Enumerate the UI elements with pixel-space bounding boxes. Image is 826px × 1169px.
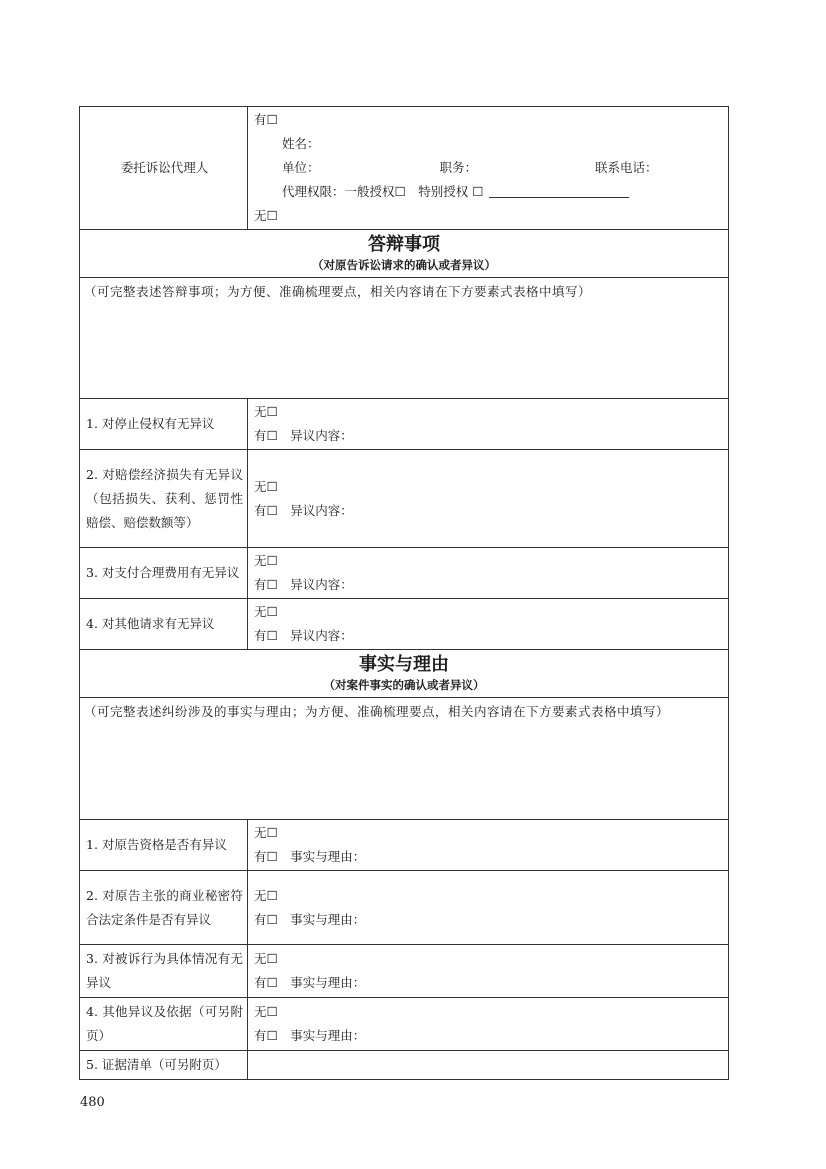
evidence-field[interactable] [248, 1051, 729, 1080]
defense-row-3-has-checkbox[interactable]: 有☐ 异议内容： [254, 577, 353, 592]
facts-subtitle: （对案件事实的确认或者异议） [323, 678, 485, 692]
agent-authority-line [254, 180, 722, 204]
defense-row-2-has-checkbox[interactable]: 有☐ 异议内容： [254, 502, 353, 518]
defense-row-4 [80, 599, 729, 650]
facts-row-1-has-checkbox[interactable]: 有☐ 事实与理由： [254, 849, 366, 864]
defense-row-3 [80, 548, 729, 599]
facts-row-2-options [248, 871, 729, 945]
evidence-row [80, 1051, 729, 1080]
facts-header [80, 650, 729, 698]
page-number: 480 [80, 1095, 105, 1110]
defense-header [80, 230, 729, 278]
defense-row-2-label: 2. 对赔偿经济损失有无异议（包括损失、获利、惩罚性赔偿、赔偿数额等） [80, 450, 248, 548]
facts-hint-row [80, 698, 729, 820]
facts-row-4-label: 4. 其他异议及依据（可另附页） [80, 998, 248, 1051]
facts-row-2 [80, 871, 729, 945]
agent-phone-field[interactable]: 联系电话： [595, 160, 658, 175]
defense-row-2-none-checkbox[interactable]: 无☐ [254, 478, 278, 494]
authority-special-checkbox[interactable]: 特别授权 ☐ [418, 184, 484, 199]
facts-row-3 [80, 945, 729, 998]
agent-name-field[interactable]: 姓名： [282, 136, 320, 151]
agent-label: 委托诉讼代理人 [80, 107, 248, 230]
defense-row-1-label: 1. 对停止侵权有无异议 [80, 399, 248, 450]
defense-row-4-label: 4. 对其他请求有无异议 [80, 599, 248, 650]
facts-row-1-options [248, 820, 729, 871]
facts-row-4-none-checkbox[interactable]: 无☐ [254, 1004, 278, 1019]
agent-unit-line [254, 156, 722, 180]
defense-row-1 [80, 399, 729, 450]
defense-header-row [80, 230, 729, 278]
authority-general-checkbox[interactable]: 代理权限：一般授权☐ [282, 184, 406, 199]
facts-hint[interactable]: （可完整表述纠纷涉及的事实与理由；为方便、准确梳理要点，相关内容请在下方要素式表格中填写） [80, 698, 729, 820]
defense-row-4-has-checkbox[interactable]: 有☐ 异议内容： [254, 628, 353, 643]
facts-row-1 [80, 820, 729, 871]
defense-row-4-options [248, 599, 729, 650]
defense-row-1-none-checkbox[interactable]: 无☐ [254, 404, 278, 419]
facts-row-3-has-checkbox[interactable]: 有☐ 事实与理由： [254, 975, 366, 990]
facts-row-1-none-checkbox[interactable]: 无☐ [254, 825, 278, 840]
agent-has-checkbox[interactable]: 有☐ [254, 112, 278, 127]
defense-row-4-none-checkbox[interactable]: 无☐ [254, 604, 278, 619]
defense-row-3-label: 3. 对支付合理费用有无异议 [80, 548, 248, 599]
defense-row-3-options [248, 548, 729, 599]
defense-row-2 [80, 450, 729, 548]
agent-row [80, 107, 729, 230]
defense-form-table [79, 106, 729, 1080]
defense-row-2-options [248, 450, 729, 548]
facts-row-4-has-checkbox[interactable]: 有☐ 事实与理由： [254, 1028, 366, 1043]
agent-none-checkbox[interactable]: 无☐ [254, 208, 278, 223]
facts-row-3-options [248, 945, 729, 998]
defense-hint-row [80, 278, 729, 399]
facts-header-row [80, 650, 729, 698]
defense-row-3-none-checkbox[interactable]: 无☐ [254, 553, 278, 568]
facts-row-4-options [248, 998, 729, 1051]
facts-title: 事实与理由 [359, 654, 449, 675]
agent-unit-field[interactable]: 单位： [282, 160, 320, 175]
defense-subtitle: （对原告诉讼请求的确认或者异议） [312, 258, 496, 272]
defense-title: 答辩事项 [368, 234, 440, 255]
facts-row-2-has-checkbox[interactable]: 有☐ 事实与理由： [254, 911, 366, 927]
facts-row-3-label: 3. 对被诉行为具体情况有无异议 [80, 945, 248, 998]
defense-hint[interactable]: （可完整表述答辩事项；为方便、准确梳理要点，相关内容请在下方要素式表格中填写） [80, 278, 729, 399]
defense-row-1-has-checkbox[interactable]: 有☐ 异议内容： [254, 428, 353, 443]
facts-row-2-none-checkbox[interactable]: 无☐ [254, 887, 278, 903]
authority-blank-line[interactable] [489, 183, 629, 198]
agent-details [248, 107, 729, 230]
facts-row-1-label: 1. 对原告资格是否有异议 [80, 820, 248, 871]
defense-row-1-options [248, 399, 729, 450]
facts-row-3-none-checkbox[interactable]: 无☐ [254, 951, 278, 966]
facts-row-4 [80, 998, 729, 1051]
evidence-label: 5. 证据清单（可另附页） [80, 1051, 248, 1080]
agent-position-field[interactable]: 职务： [439, 160, 478, 175]
facts-row-2-label: 2. 对原告主张的商业秘密符合法定条件是否有异议 [80, 871, 248, 945]
